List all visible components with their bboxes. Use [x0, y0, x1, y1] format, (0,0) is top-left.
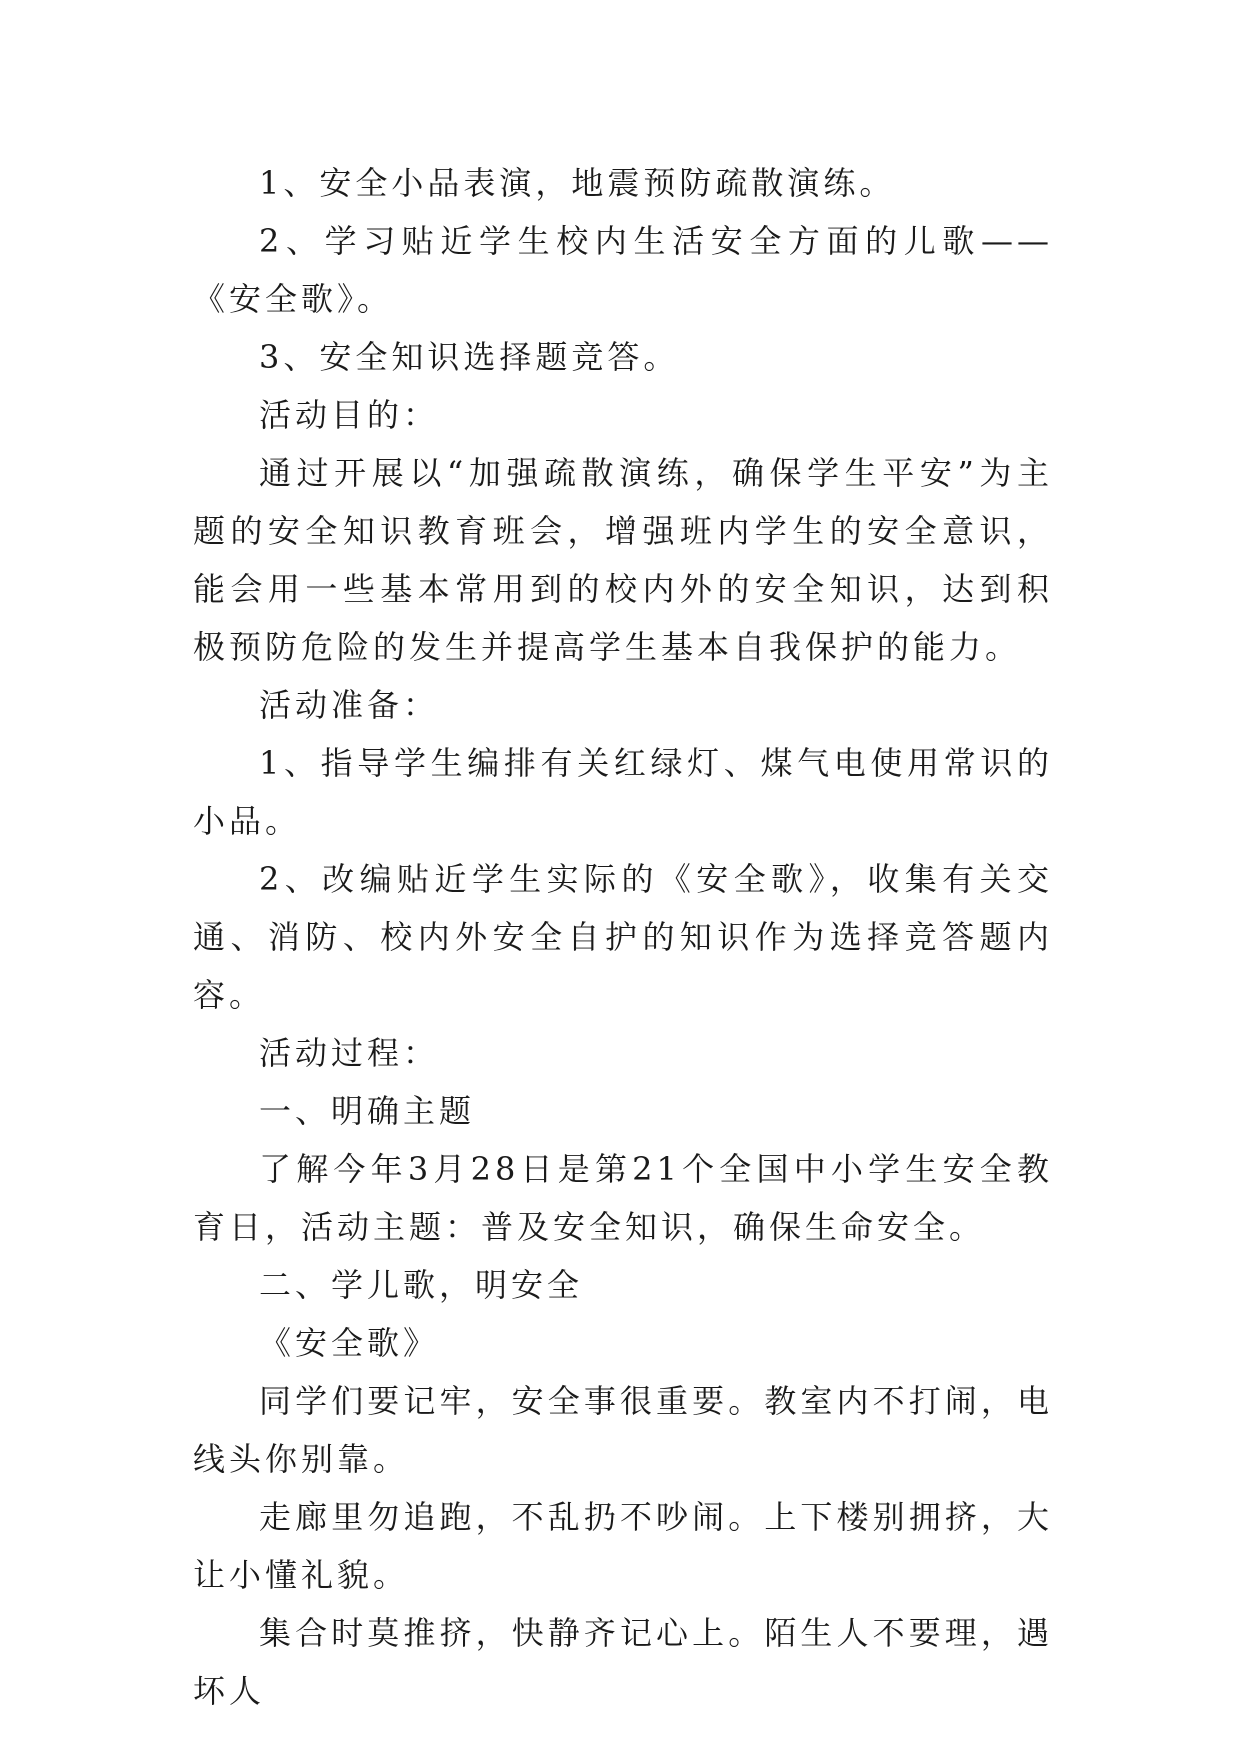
process-step-1-heading: 一、明确主题	[259, 1092, 476, 1130]
preparation-item-1: 1、指导学生编排有关红绿灯、煤气电使用常识的小品。	[193, 744, 1053, 840]
song-title: 《安全歌》	[259, 1324, 440, 1362]
paragraph-item-1: 1、安全小品表演，地震预防疏散演练。	[259, 164, 896, 202]
purpose-paragraph: 通过开展以“加强疏散演练，确保学生平安”为主题的安全知识教育班会，增强班内学生的安全意识，能会用一些基本常用到的校内外的安全知识，达到积极预防危险的发生并提高学生基本自我保护的能力。	[193, 454, 1053, 666]
process-step-1-text: 了解今年3月28日是第21个全国中小学生安全教育日，活动主题：普及安全知识，确保生命安全。	[193, 1150, 1053, 1246]
section-heading-process: 活动过程：	[259, 1034, 440, 1072]
paragraph-item-2: 2、学习贴近学生校内生活安全方面的儿歌——《安全歌》。	[193, 222, 1053, 318]
process-step-2-heading: 二、学儿歌，明安全	[259, 1266, 584, 1304]
section-heading-preparation: 活动准备：	[259, 686, 440, 724]
section-heading-purpose: 活动目的：	[259, 396, 440, 434]
song-verse-2: 走廊里勿追跑，不乱扔不吵闹。上下楼别拥挤，大让小懂礼貌。	[193, 1498, 1053, 1594]
preparation-item-2: 2、改编贴近学生实际的《安全歌》，收集有关交通、消防、校内外安全自护的知识作为选择竞答题内容。	[193, 860, 1053, 1014]
document-body	[193, 154, 1053, 1720]
song-verse-3: 集合时莫推挤，快静齐记心上。陌生人不要理，遇坏人	[193, 1614, 1053, 1710]
paragraph-item-3: 3、安全知识选择题竞答。	[259, 338, 680, 376]
song-verse-1: 同学们要记牢，安全事很重要。教室内不打闹，电线头你别靠。	[193, 1382, 1053, 1478]
